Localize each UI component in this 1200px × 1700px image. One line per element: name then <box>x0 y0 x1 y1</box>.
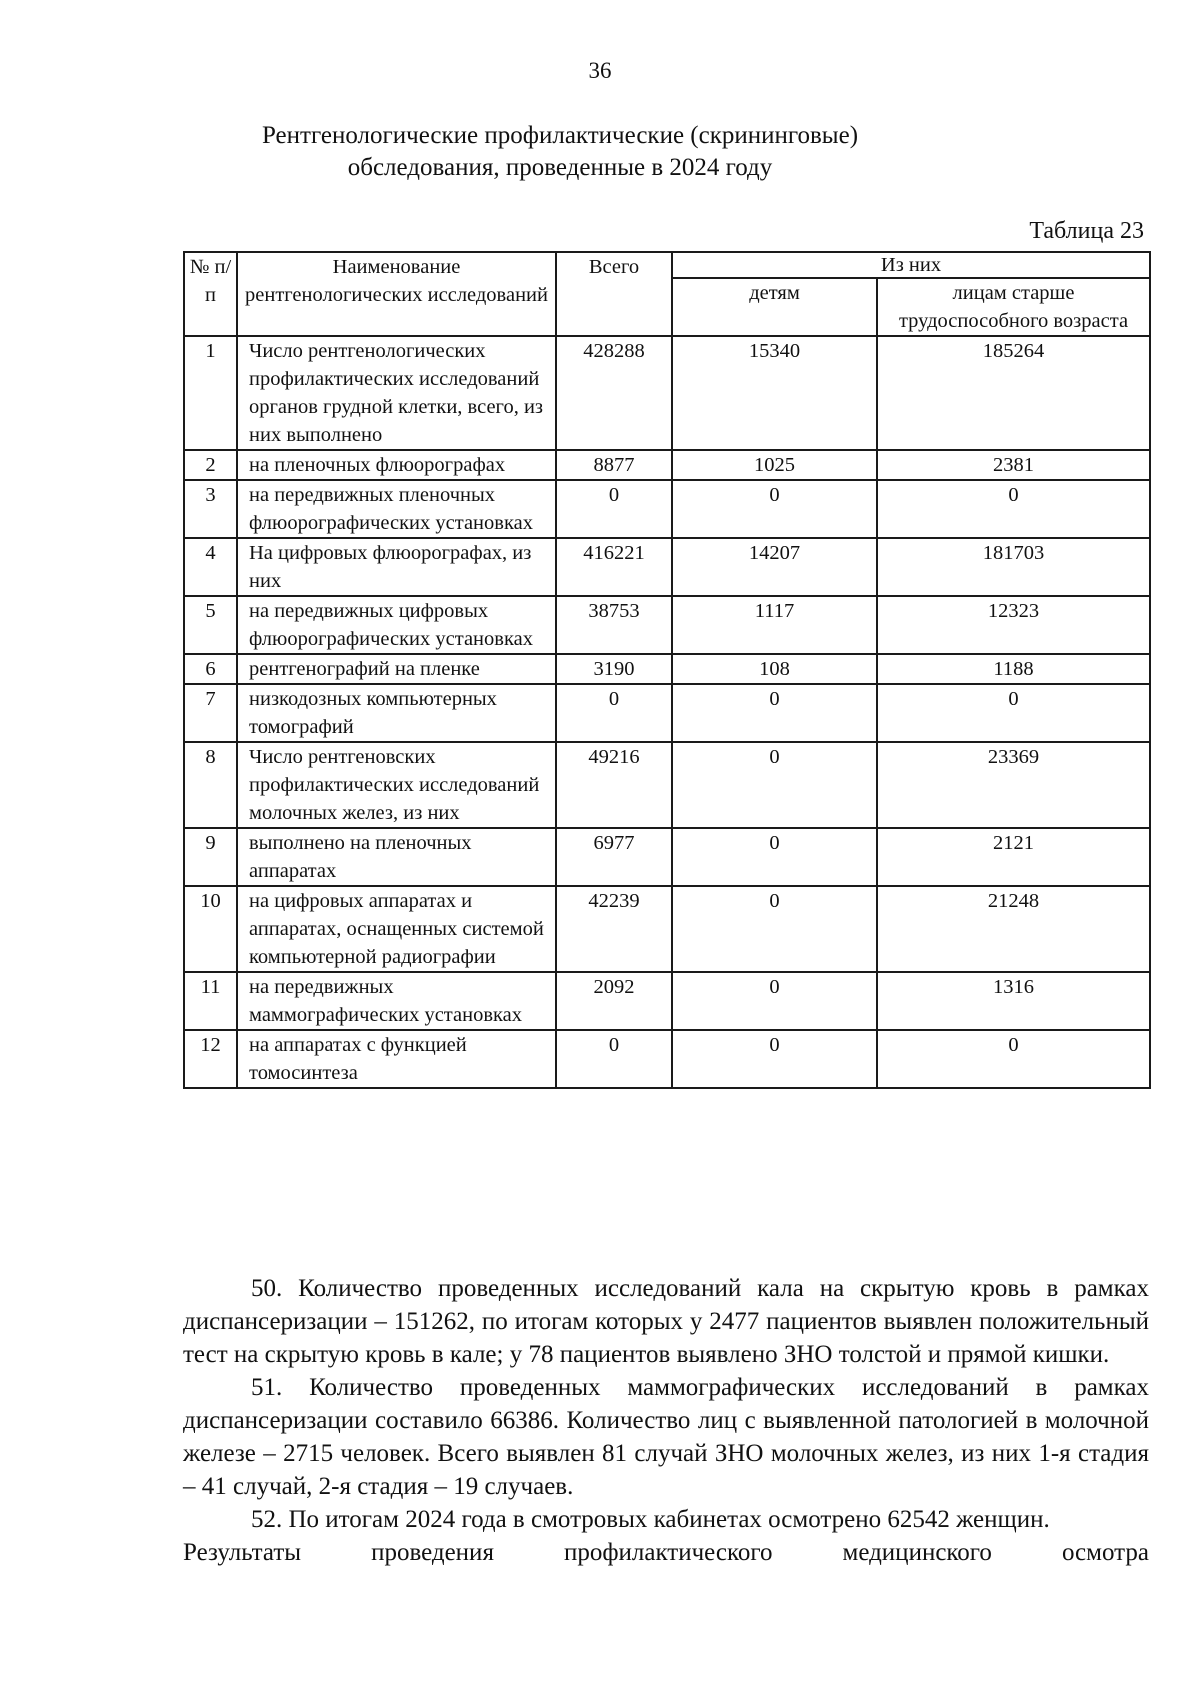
row-name: низкодозных компьютерных томографий <box>237 684 556 742</box>
row-number: 10 <box>184 886 237 972</box>
header-num: № п/п <box>184 252 237 336</box>
row-number: 7 <box>184 684 237 742</box>
table-row <box>184 684 1150 742</box>
row-name: на аппаратах с функцией томосинтеза <box>237 1030 556 1088</box>
row-elderly: 0 <box>877 684 1150 742</box>
row-children: 0 <box>672 828 877 886</box>
row-total: 0 <box>556 684 672 742</box>
row-total: 6977 <box>556 828 672 886</box>
row-elderly: 0 <box>877 480 1150 538</box>
row-children: 0 <box>672 480 877 538</box>
row-elderly: 2381 <box>877 450 1150 480</box>
row-number: 6 <box>184 654 237 684</box>
row-name: Число рентгеновских профилактических исследований молочных желез, из них <box>237 742 556 828</box>
last-line-word: Результаты <box>183 1539 302 1566</box>
row-elderly: 1188 <box>877 654 1150 684</box>
row-elderly: 21248 <box>877 886 1150 972</box>
row-children: 0 <box>672 742 877 828</box>
row-children: 0 <box>672 972 877 1030</box>
last-line-word: медицинского <box>842 1539 992 1566</box>
table-row <box>184 1030 1150 1088</box>
row-total: 8877 <box>556 450 672 480</box>
row-number: 4 <box>184 538 237 596</box>
last-line-word: профилактического <box>563 1539 773 1566</box>
row-children: 15340 <box>672 336 877 450</box>
table-row <box>184 538 1150 596</box>
document-title <box>200 120 920 184</box>
title-line-1: Рентгенологические профилактические (скрининговые) <box>261 122 859 149</box>
row-total: 0 <box>556 1030 672 1088</box>
row-number: 3 <box>184 480 237 538</box>
header-elderly: лицам старше трудоспособного возраста <box>877 278 1150 336</box>
row-number: 5 <box>184 596 237 654</box>
row-name: на передвижных цифровых флюорографических установках <box>237 596 556 654</box>
row-name: на пленочных флюорографах <box>237 450 556 480</box>
paragraph-52-continuation <box>183 1536 1149 1569</box>
row-elderly: 181703 <box>877 538 1150 596</box>
row-number: 1 <box>184 336 237 450</box>
table-caption: Таблица 23 <box>1029 218 1144 244</box>
row-children: 0 <box>672 886 877 972</box>
row-number: 12 <box>184 1030 237 1088</box>
header-of-them: Из них <box>672 252 1150 278</box>
row-total: 0 <box>556 480 672 538</box>
row-name: на передвижных пленочных флюорографических установках <box>237 480 556 538</box>
table-row <box>184 828 1150 886</box>
row-name: Число рентгенологических профилактических исследований органов грудной клетки, всего, из них выполнено <box>237 336 556 450</box>
paragraph-50: 50. Количество проведенных исследований кала на скрытую кровь в рамках диспансеризации – 151262, по итогам которых у 2477 пациентов выявлен положительный тест на скрытую кровь в кале; у 78 пациентов выявлено ЗНО толстой и прямой кишки. <box>183 1275 1149 1368</box>
row-total: 428288 <box>556 336 672 450</box>
row-children: 0 <box>672 684 877 742</box>
row-children: 108 <box>672 654 877 684</box>
table-row <box>184 742 1150 828</box>
row-elderly: 1316 <box>877 972 1150 1030</box>
body-text <box>183 1272 1149 1569</box>
row-elderly: 23369 <box>877 742 1150 828</box>
xray-screening-table <box>183 251 1151 1089</box>
row-number: 11 <box>184 972 237 1030</box>
row-name: на передвижных маммографических установках <box>237 972 556 1030</box>
row-total: 3190 <box>556 654 672 684</box>
paragraph-52: 52. По итогам 2024 года в смотровых кабинетах осмотрено 62542 женщин. <box>251 1506 1050 1533</box>
row-name: рентгенографий на пленке <box>237 654 556 684</box>
row-elderly: 0 <box>877 1030 1150 1088</box>
table-row <box>184 886 1150 972</box>
row-number: 2 <box>184 450 237 480</box>
header-name: Наименование рентгенологических исследований <box>237 252 556 336</box>
row-name: выполнено на пленочных аппаратах <box>237 828 556 886</box>
row-total: 38753 <box>556 596 672 654</box>
title-line-2: обследования, проведенные в 2024 году <box>347 154 773 181</box>
paragraph-51: 51. Количество проведенных маммографических исследований в рамках диспансеризации составило 66386. Количество лиц с выявленной патологией в молочной железе – 2715 человек. Всего выявлен 81 случай ЗНО молочных желез, из них 1-я стадия – 41 случай, 2-я стадия – 19 случаев. <box>183 1374 1149 1500</box>
table-row <box>184 596 1150 654</box>
last-line-word: осмотра <box>1061 1539 1149 1566</box>
row-total: 42239 <box>556 886 672 972</box>
row-children: 14207 <box>672 538 877 596</box>
row-total: 49216 <box>556 742 672 828</box>
row-name: На цифровых флюорографах, из них <box>237 538 556 596</box>
table-row <box>184 972 1150 1030</box>
page-number: 36 <box>588 58 612 83</box>
table-row <box>184 654 1150 684</box>
table-row <box>184 336 1150 450</box>
table-row <box>184 450 1150 480</box>
table-row <box>184 480 1150 538</box>
header-total: Всего <box>556 252 672 336</box>
last-line-word: проведения <box>371 1539 494 1566</box>
row-children: 1025 <box>672 450 877 480</box>
row-total: 2092 <box>556 972 672 1030</box>
header-children: детям <box>672 278 877 336</box>
row-elderly: 2121 <box>877 828 1150 886</box>
row-elderly: 185264 <box>877 336 1150 450</box>
row-children: 0 <box>672 1030 877 1088</box>
row-total: 416221 <box>556 538 672 596</box>
row-elderly: 12323 <box>877 596 1150 654</box>
row-name: на цифровых аппаратах и аппаратах, оснащенных системой компьютерной радиографии <box>237 886 556 972</box>
row-number: 8 <box>184 742 237 828</box>
table-body <box>184 336 1150 1088</box>
table-header <box>184 252 1150 336</box>
row-number: 9 <box>184 828 237 886</box>
row-children: 1117 <box>672 596 877 654</box>
